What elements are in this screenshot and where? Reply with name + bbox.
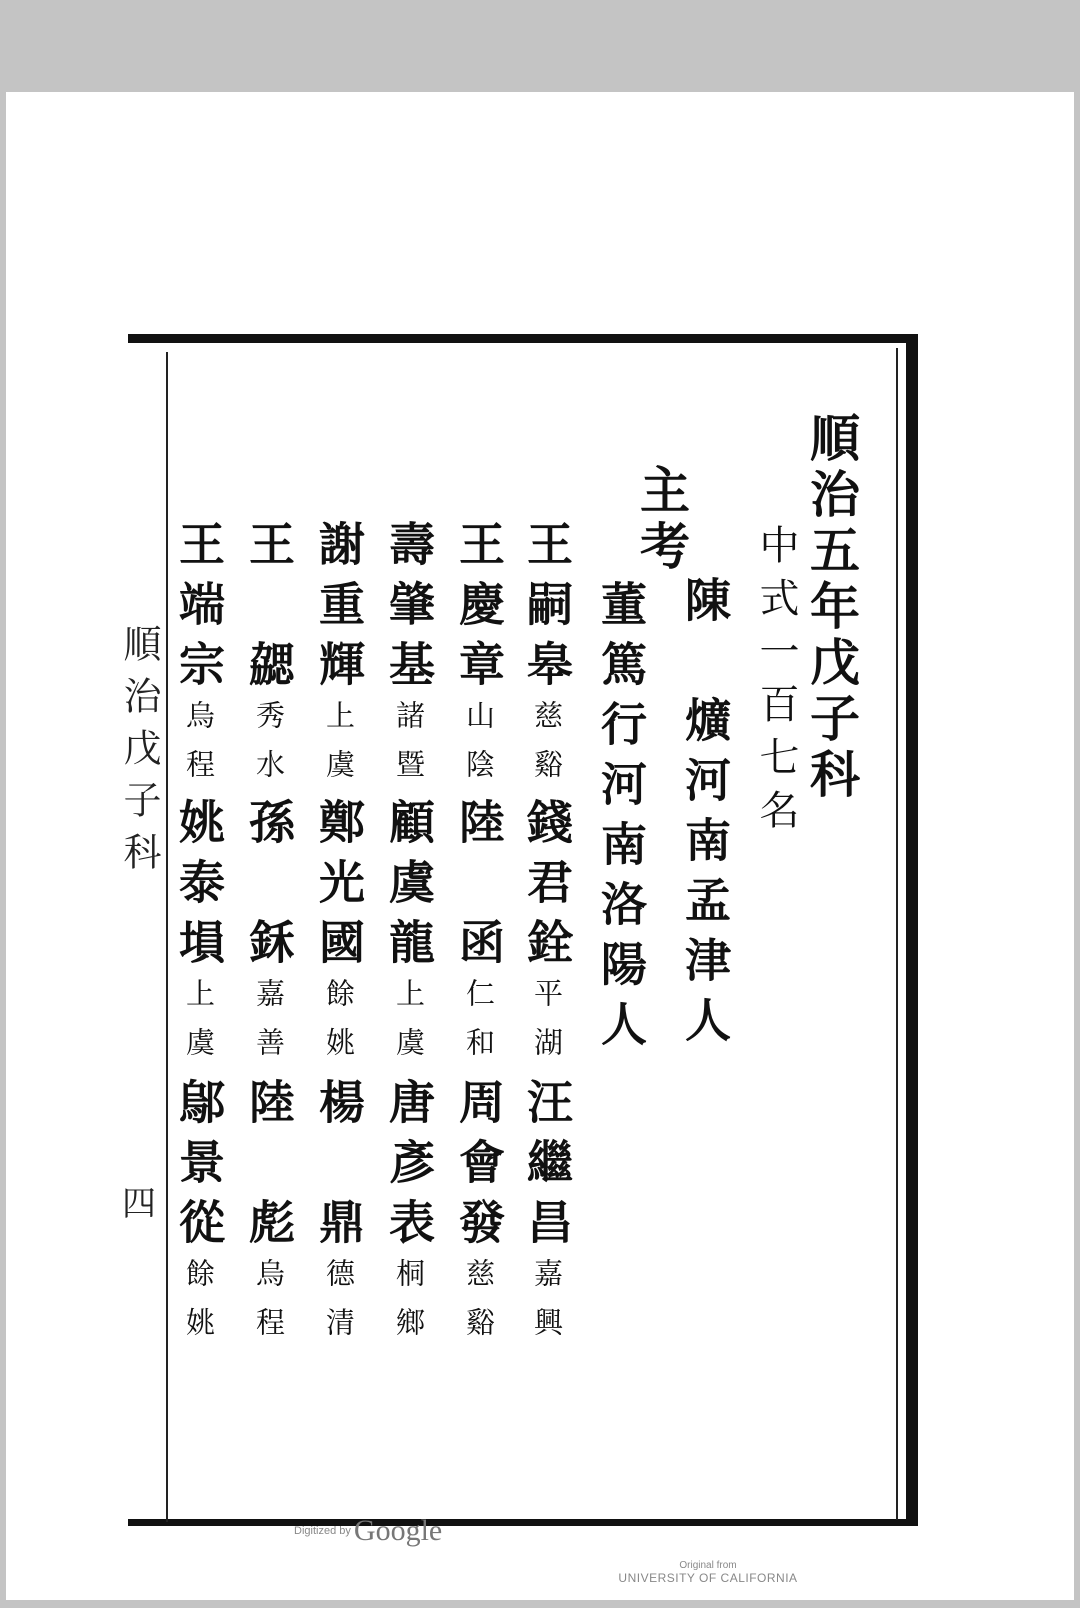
graduate-place: 嘉興 bbox=[530, 1258, 564, 1356]
graduate-name: 孫 鉌 bbox=[242, 798, 296, 978]
examiner-2 bbox=[594, 580, 648, 1060]
list-item bbox=[520, 1078, 574, 1356]
examiner-1 bbox=[678, 576, 732, 1056]
graduate-place: 德清 bbox=[322, 1258, 356, 1356]
list-item bbox=[382, 520, 436, 798]
graduate-place: 平湖 bbox=[530, 978, 564, 1076]
graduate-name: 王端宗 bbox=[172, 520, 226, 700]
graduate-place: 餘姚 bbox=[182, 1258, 216, 1356]
list-item bbox=[312, 1078, 366, 1356]
list-item bbox=[242, 798, 296, 1076]
graduate-place: 嘉善 bbox=[252, 978, 286, 1076]
graduate-name: 王慶章 bbox=[452, 520, 506, 700]
graduate-name: 鄭光國 bbox=[312, 798, 366, 978]
graduate-name: 汪繼昌 bbox=[520, 1078, 574, 1258]
list-item bbox=[312, 798, 366, 1076]
list-item bbox=[382, 798, 436, 1076]
list-item bbox=[452, 1078, 506, 1356]
folio-number: 四 bbox=[122, 1184, 156, 1224]
inner-rule-left bbox=[166, 352, 168, 1522]
examiner-1-text: 陳 爌河南孟津人 bbox=[678, 576, 732, 1056]
graduate-place: 桐鄉 bbox=[392, 1258, 426, 1356]
list-item bbox=[242, 520, 296, 798]
heading: 順治五年戊子科 bbox=[802, 412, 861, 804]
graduate-name: 陸 函 bbox=[452, 798, 506, 978]
scanned-page bbox=[6, 92, 1074, 1600]
list-item bbox=[312, 520, 366, 798]
google-logo: Google bbox=[353, 1514, 443, 1547]
graduate-place: 山陰 bbox=[462, 700, 496, 798]
graduate-name: 王嗣皋 bbox=[520, 520, 574, 700]
digitized-by-label: Digitized by bbox=[294, 1524, 351, 1537]
graduate-name: 壽肇基 bbox=[382, 520, 436, 700]
original-from-label: Original from bbox=[679, 1560, 737, 1571]
graduate-name: 唐彥表 bbox=[382, 1078, 436, 1258]
graduate-name: 陸 彪 bbox=[242, 1078, 296, 1258]
list-item bbox=[520, 520, 574, 798]
graduate-place: 烏程 bbox=[252, 1258, 286, 1356]
graduate-place: 仁和 bbox=[462, 978, 496, 1076]
margin-title: 順治戊子科 bbox=[117, 624, 161, 884]
graduate-name: 姚泰塤 bbox=[172, 798, 226, 978]
list-item bbox=[452, 520, 506, 798]
quota: 中式一百七名 bbox=[753, 524, 799, 842]
list-item bbox=[172, 798, 226, 1076]
graduate-name: 周會發 bbox=[452, 1078, 506, 1258]
graduate-place: 秀水 bbox=[252, 700, 286, 798]
list-item bbox=[172, 520, 226, 798]
examiner-label: 主考 bbox=[632, 464, 691, 576]
graduate-place: 慈谿 bbox=[530, 700, 564, 798]
inner-rule-right bbox=[896, 348, 898, 1520]
graduate-name: 顧虞龍 bbox=[382, 798, 436, 978]
graduate-name: 王 勰 bbox=[242, 520, 296, 700]
original-from-credit bbox=[618, 1560, 798, 1585]
digitized-by-credit bbox=[294, 1514, 442, 1548]
list-item bbox=[242, 1078, 296, 1356]
graduate-name: 錢君銓 bbox=[520, 798, 574, 978]
graduate-place: 烏程 bbox=[182, 700, 216, 798]
graduate-place: 上虞 bbox=[392, 978, 426, 1076]
list-item bbox=[452, 798, 506, 1076]
graduate-name: 謝重輝 bbox=[312, 520, 366, 700]
institution-name: UNIVERSITY OF CALIFORNIA bbox=[618, 1571, 798, 1585]
list-item bbox=[382, 1078, 436, 1356]
graduate-place: 餘姚 bbox=[322, 978, 356, 1076]
graduate-place: 諸暨 bbox=[392, 700, 426, 798]
examiner-2-text: 董篤行河南洛陽人 bbox=[594, 580, 648, 1060]
graduate-place: 慈谿 bbox=[462, 1258, 496, 1356]
graduate-place: 上虞 bbox=[182, 978, 216, 1076]
list-item bbox=[520, 798, 574, 1076]
graduate-name: 楊 鼎 bbox=[312, 1078, 366, 1258]
list-item bbox=[172, 1078, 226, 1356]
graduate-place: 上虞 bbox=[322, 700, 356, 798]
graduate-name: 鄔景從 bbox=[172, 1078, 226, 1258]
